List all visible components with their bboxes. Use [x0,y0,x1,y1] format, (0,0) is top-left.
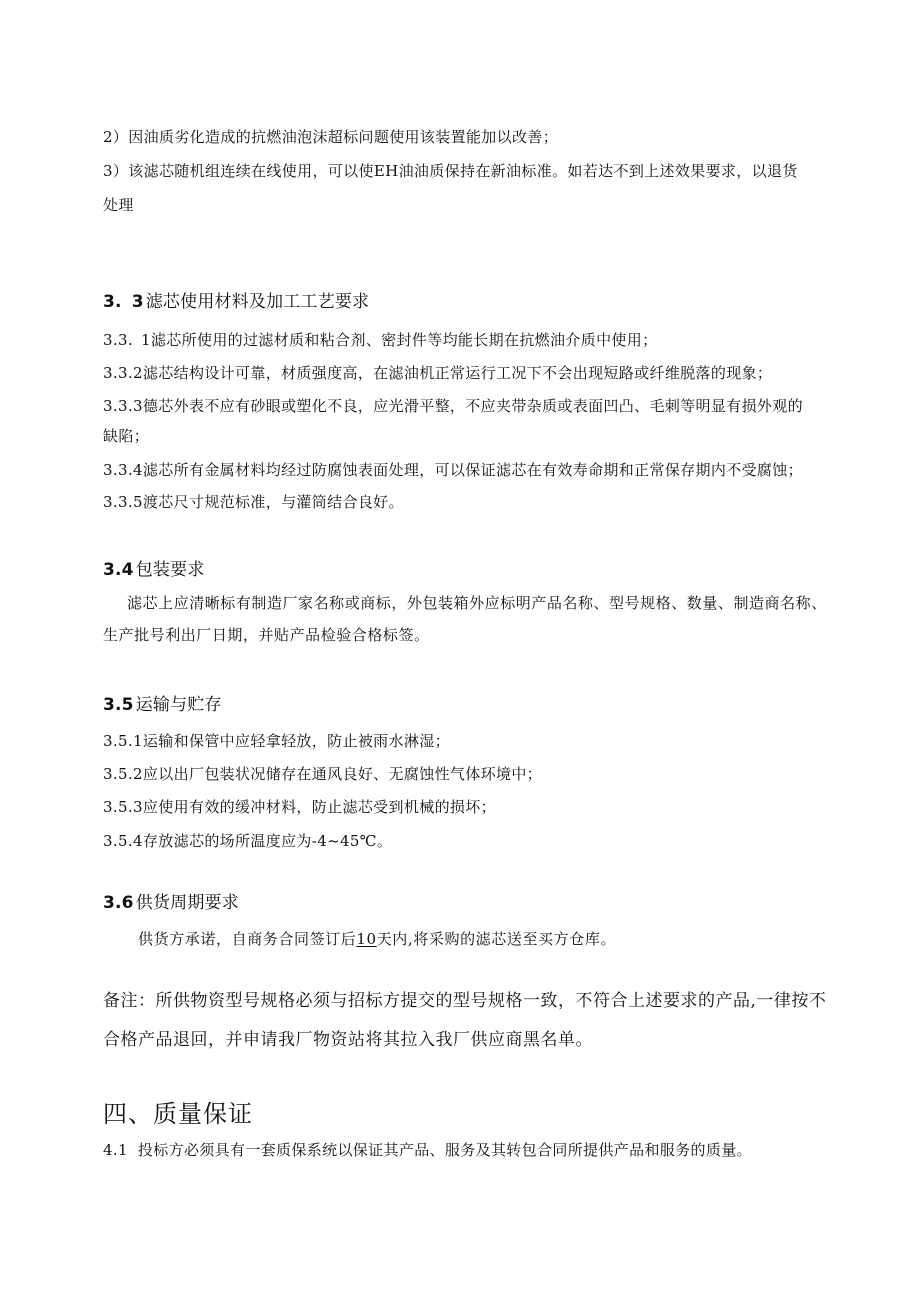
section-3-5-number: 3.5 [103,695,134,715]
item-3-continuation: 处理 [103,196,134,214]
item-text: 存放滤芯的场所温度应为-4~45℃。 [142,832,393,850]
section-3-3-item [103,399,803,414]
section-3-5-heading [103,697,222,714]
section-3-4-heading [103,562,205,579]
section-3-4-number: 3.4 [103,560,134,580]
section-3-4-paragraph-line-1: 滤芯上应清晰标有制造厂家名称或商标，外包装箱外应标明产品名称、型号规格、数量、制造商名称、 [127,594,827,612]
section-3-3-title: 滤芯使用材料及加工工艺要求 [145,292,370,312]
section-3-3-number: 3. [103,292,122,312]
item-text: 德芯外表不应有砂眼或塑化不良，应光滑平整，不应夹带杂质或表面凹凸、毛刺等明显有损外观的 [142,397,803,415]
item-number: 3.3. [103,331,134,349]
item-number: 3.3.4 [103,461,143,479]
section-3-6-paragraph [138,932,616,947]
section-3-6-number: 3.6 [103,893,134,913]
section-3-4-title: 包装要求 [135,560,205,580]
item-number: 3.5.1 [103,732,143,750]
section-3-5-title: 运输与贮存 [135,695,222,715]
item-2-text: 2）因油质劣化造成的抗燃油泡沫超标问题使用该装置能加以改善； [103,128,559,146]
item-number: 3.5.2 [103,765,143,783]
item-number: 3.3.5 [103,493,143,511]
item-text: 应以出厂包装状况储存在通风良好、无腐蚀性气体环境中； [142,765,543,783]
paragraph-text: 供货方承诺，自商务合同签订后 [138,930,357,948]
item-number: 3.5.3 [103,798,143,816]
delivery-days-value: 10 [356,930,377,948]
item-text: 应使用有效的缓冲材料，防止滤芯受到机械的损坏； [142,798,496,816]
item-number: 3.3.2 [103,364,143,382]
section-3-5-item [103,734,450,749]
item-text: 渡芯尺寸规范标准，与灌筒结合良好。 [142,493,404,511]
item-text: 投标方必须具有一套质保系统以保证其产品、服务及其转包合同所提供产品和服务的质量。 [137,1141,752,1159]
section-3-3-item [103,495,404,510]
item-number: 4.1 [103,1141,128,1159]
item-number: 3.5.4 [103,832,143,850]
item-text: 1滤芯所使用的过滤材质和粘合剂、密封件等均能长期在抗燃油介质中使用； [141,331,658,349]
item-text: 运输和保管中应轻拿轻放，防止被雨水淋湿； [142,732,450,750]
item-text: 滤芯结构设计可靠，材质强度高，在滤油机正常运行工况下不会出现短路或纤维脱落的现象； [142,364,773,382]
item-3-text: 3）该滤芯随机组连续在线使用，可以使EH油油质保持在新油标准。如若达不到上述效果要求，以退货 [103,162,798,180]
section-3-5-item [103,834,392,849]
chapter-4-heading: 四、质量保证 [103,1100,253,1128]
section-3-3-item-continuation: 缺陷； [103,427,150,445]
section-3-3-item [103,333,657,348]
section-3-6-heading [103,895,239,912]
section-3-3-heading [103,294,369,311]
section-3-4-paragraph-line-2: 生产批号利出厂日期，并贴产品检验合格标签。 [103,626,430,644]
note-line-2: 合格产品退回，并申请我厂物资站将其拉入我厂供应商黑名单。 [103,1030,593,1050]
note-line-1: 备注：所供物资型号规格必须与招标方提交的型号规格一致，不符合上述要求的产品,一律按不 [103,991,827,1011]
chapter-4-item [103,1143,752,1158]
section-3-5-item [103,767,542,782]
section-3-6-title: 供货周期要求 [135,893,239,913]
section-3-3-number-tail: 3 [131,292,144,312]
item-text: 滤芯所有金属材料均经过防腐蚀表面处理，可以保证滤芯在有效寿命期和正常保存期内不受腐蚀； [142,461,803,479]
section-3-5-item [103,800,496,815]
paragraph-text: 天内,将采购的滤芯送至买方仓库。 [376,930,617,948]
section-3-3-item [103,366,772,381]
item-number: 3.3.3 [103,397,143,415]
section-3-3-item [103,463,803,478]
